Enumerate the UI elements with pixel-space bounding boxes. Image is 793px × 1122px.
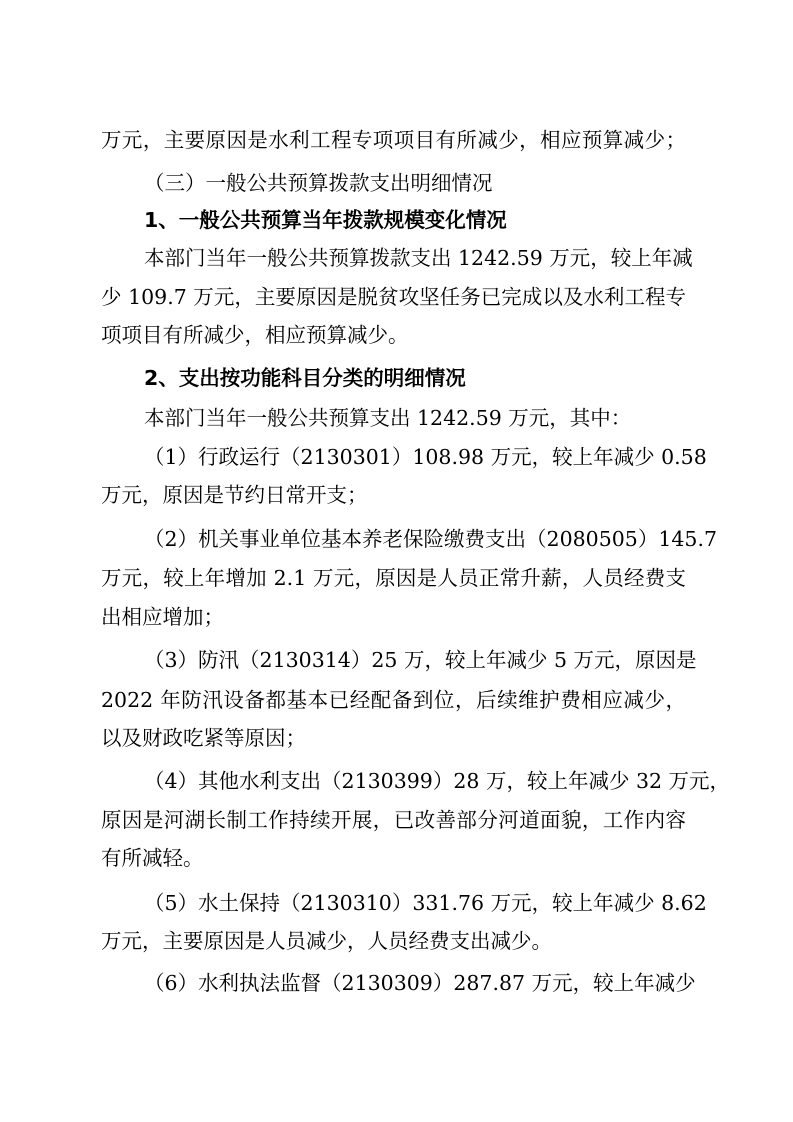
paragraph-line: （1）行政运行（2130301）108.98 万元，较上年减少 0.58 <box>144 445 707 469</box>
paragraph-line: 本部门当年一般公共预算拨款支出 1242.59 万元，较上年减 <box>144 246 693 270</box>
paragraph-line: 以及财政吃紧等原因； <box>101 726 306 750</box>
paragraph-line: 万元，主要原因是水利工程专项项目有所减少，相应预算减少； <box>101 128 686 152</box>
paragraph-line: （3）防汛（2130314）25 万，较上年减少 5 万元，原因是 <box>144 648 697 672</box>
paragraph-line: 项项目有所减少，相应预算减少。 <box>101 323 409 347</box>
paragraph-line: （4）其他水利支出（2130399）28 万，较上年减少 32 万元， <box>144 769 731 793</box>
paragraph-line: 少 109.7 万元，主要原因是脱贫攻坚任务已完成以及水利工程专 <box>101 285 686 309</box>
paragraph-line: 本部门当年一般公共预算支出 1242.59 万元，其中： <box>144 406 632 430</box>
section-heading: （三）一般公共预算拨款支出明细情况 <box>144 171 493 195</box>
paragraph-line: （2）机关事业单位基本养老保险缴费支出（2080505）145.7 <box>144 527 718 551</box>
paragraph-line: 万元，主要原因是人员减少，人员经费支出减少。 <box>101 929 552 953</box>
subsection-heading: 2、支出按功能科目分类的明细情况 <box>144 366 466 390</box>
paragraph-line: （5）水土保持（2130310）331.76 万元，较上年减少 8.62 <box>144 891 707 915</box>
paragraph-line: 2022 年防汛设备都基本已经配备到位，后续维护费相应减少， <box>101 688 686 712</box>
paragraph-line: 出相应增加； <box>101 605 224 629</box>
subsection-heading: 1、一般公共预算当年拨款规模变化情况 <box>144 208 507 232</box>
paragraph-line: 万元，较上年增加 2.1 万元，原因是人员正常升薪，人员经费支 <box>101 566 686 590</box>
paragraph-line: 有所减轻。 <box>101 846 204 870</box>
paragraph-line: （6）水利执法监督（2130309）287.87 万元，较上年减少 <box>144 971 696 995</box>
paragraph-line: 万元，原因是节约日常开支； <box>101 483 368 507</box>
paragraph-line: 原因是河湖长制工作持续开展，已改善部分河道面貌，工作内容 <box>101 808 686 832</box>
